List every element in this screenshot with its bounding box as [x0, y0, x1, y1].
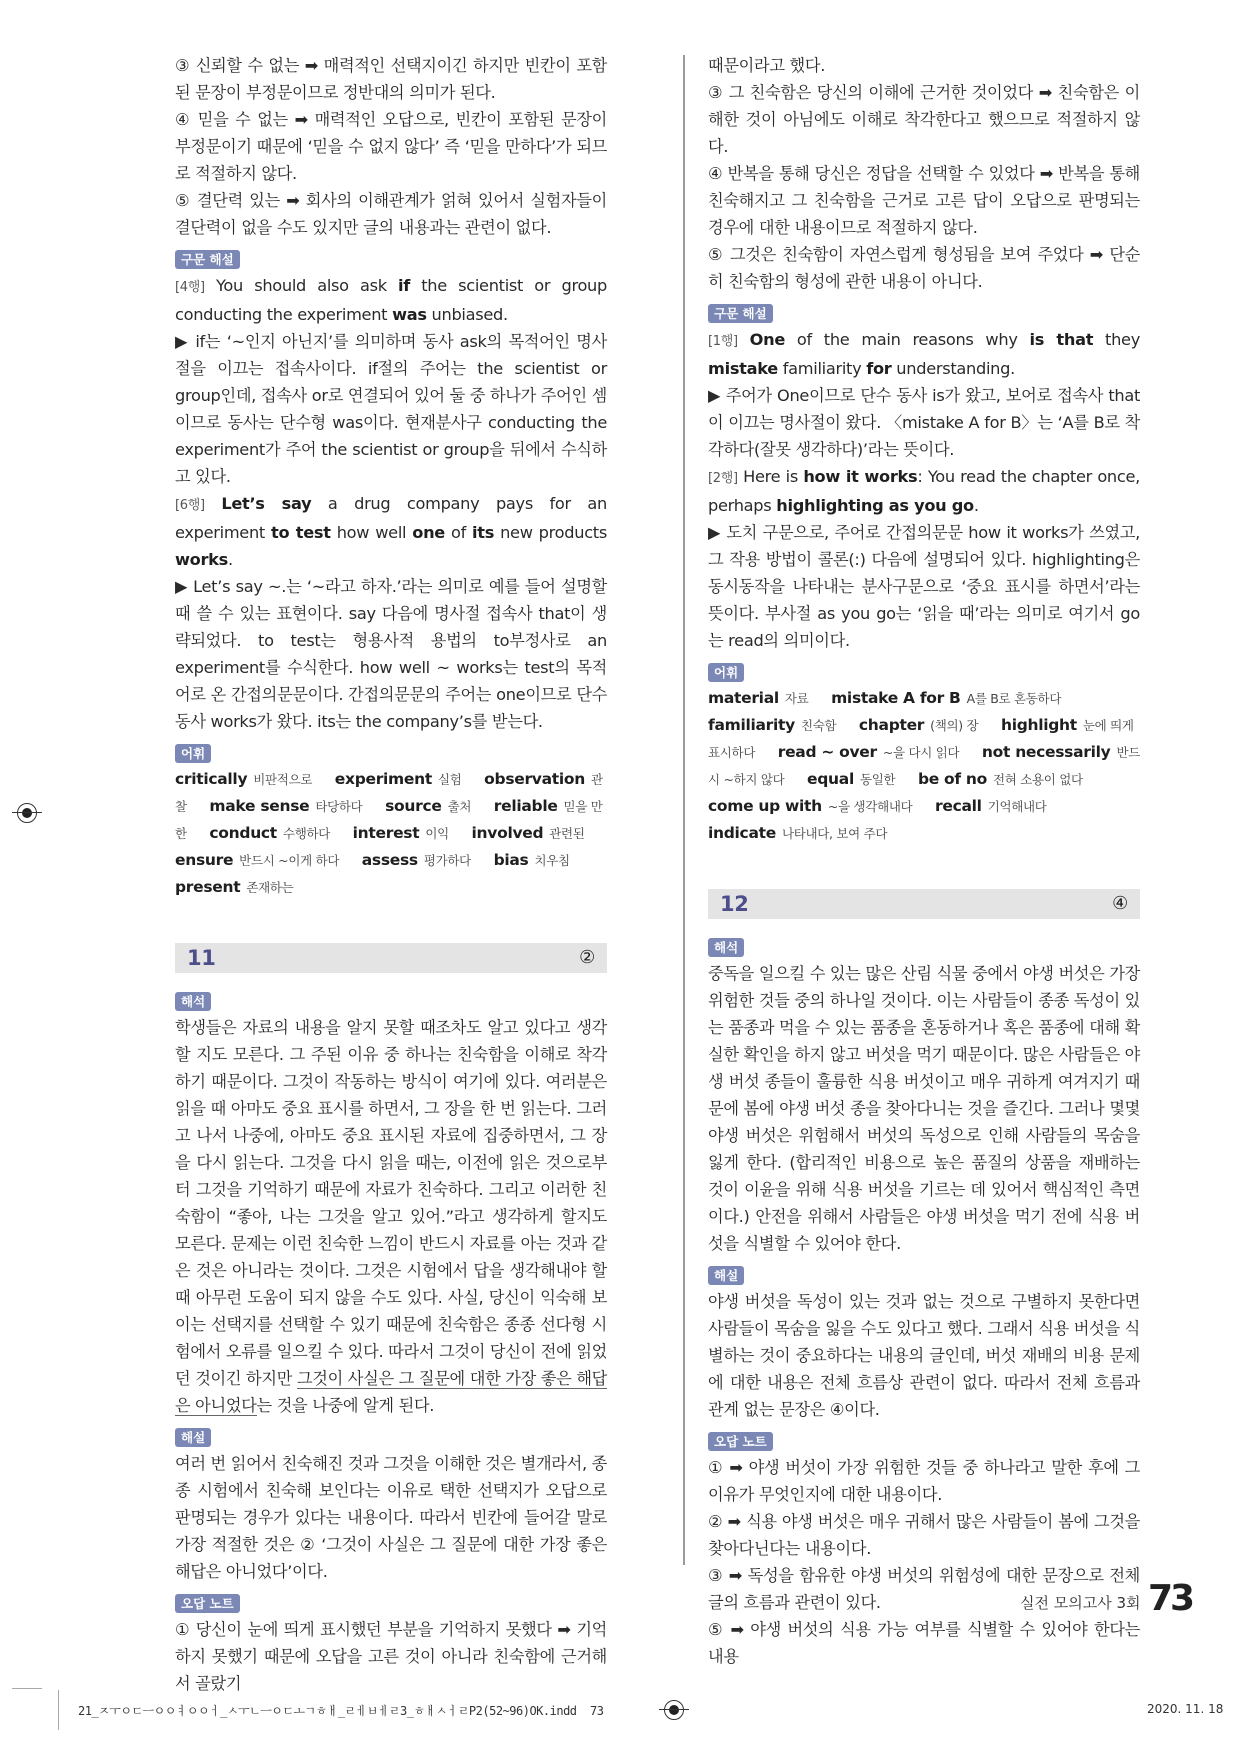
wrong-note-1: ① 당신이 눈에 띄게 표시했던 부분을 기억하지 못했다 ➡ 기억하지 못했기 때문에 오답을 고른 것이 아니라 친숙함에 근거해서 골랐기	[175, 1620, 607, 1693]
page-number: 73	[1148, 1578, 1193, 1619]
question-12-header	[708, 889, 1140, 919]
wrong-note-3: ③ ➡ 독성을 함유한 야생 버섯의 위험성에 대한 문장으로 전체 글의 흐름과 관련이 있다.	[708, 1566, 1140, 1612]
syntax-sentence: [2행] Here is how it works: You read the chapter once, perhaps highlighting as you go.	[708, 467, 1140, 515]
wrong-answer-tag: 오답 노트	[708, 1432, 773, 1451]
syntax-sentence: [4행] You should also ask if the scientist or group conducting the experiment was unbiased.	[175, 276, 607, 324]
section-title: 실전 모의고사 3회	[1020, 1594, 1141, 1612]
vocab-tag: 어휘	[708, 663, 744, 682]
wrong-note-5: ⑤ ➡ 야생 버섯의 식용 가능 여부를 식별할 수 있어야 한다는 내용	[708, 1620, 1140, 1666]
line-ref: [6행]	[175, 498, 205, 513]
wrong-note-5: ⑤ 결단력 있는 ➡ 회사의 이해관계가 얽혀 있어서 실험자들이 결단력이 없을 수도 있지만 글의 내용과는 관련이 없다.	[175, 191, 607, 237]
question-number: 12	[720, 892, 749, 916]
registration-mark-icon	[664, 1700, 684, 1720]
syntax-explanation: ▶ 주어가 One이므로 단수 동사 is가 왔고, 보어로 접속사 that이 이끄는 명사절이 왔다. 〈mistake A for B〉는 ‘A를 B로 착각하다(잘못 생각하다)’라는 뜻이다.	[708, 386, 1140, 459]
translation-text: 중독을 일으킬 수 있는 많은 산림 식물 중에서 야생 버섯은 가장 위험한 것들 중의 하나일 것이다. 이는 사람들이 종종 독성이 있는 품종과 먹을 수 있는 품종을 혼동하거나 혹은 품종에 대해 확실한 확인을 하지 않고 버섯을 먹기 때문이다. 많은 사람들은 야생 버섯 종들이 훌륭한 식용 버섯이고 매우 귀하게 여겨지기 때문에 봄에 야생 버섯 종을 찾아다니는 것을 즐긴다. 그러나 몇몇 야생 버섯은 위험해서 버섯의 독성으로 인해 사람들의 목숨을 잃게 한다. (합리적인 비용으로 높은 품질의 상품을 재배하는 것이 이윤을 위해 식용 버섯을 기르는 데 있어서 핵심적인 측면이다.) 안전을 위해서 사람들은 야생 버섯을 먹기 전에 식용 버섯을 식별할 수 있어야 한다.	[708, 964, 1140, 1253]
slug-rule	[58, 1690, 59, 1730]
explanation-tag: 해설	[175, 1428, 211, 1447]
underlined-answer: 그것이 사실은 그 질문에 대한 가장 좋은 해답은 아니었다	[175, 1369, 607, 1415]
print-slug	[78, 1702, 603, 1719]
syntax-tag: 구문 해설	[175, 250, 240, 269]
question-11-header	[175, 943, 607, 973]
vocab-list: material 자료 mistake A for B A를 B로 혼동하다 familiarity 친숙함 chapter (책의) 장 highlight 눈에 띄게 표시하다 read ~ over ~을 다시 읽다 not necessarily 반드시 ~하지 않다 equal 동일한 be of no 전혀 소용이 없다 come up with ~을 생각해내다 recall 기억해내다 indicate 나타내다, 보여 주다	[708, 689, 1140, 842]
slug-filename: 21_ㅈㅜㅇㄷㅡㅇㅇㅕㅇㅇㅓ_ㅅㅜㄴㅡㅇㄷㅗㄱㅎㅐ_ㄹㅔㅂㅔㄹ3_ㅎㅐㅅㅓㄹP2(52~96)OK.indd	[78, 1704, 577, 1718]
line-ref: [1행]	[708, 334, 738, 349]
syntax-explanation: ▶ if는 ‘~인지 아닌지’를 의미하며 동사 ask의 목적어인 명사절을 이끄는 접속사이다. if절의 주어는 the scientist or group인데, 접속사 or로 연결되어 있어 둘 중 하나가 주어인 셈이므로 동사는 단수형 was이다. 현재분사구 conducting the experiment가 주어 the scientist or group을 뒤에서 수식하고 있다.	[175, 332, 608, 486]
syntax-sentence: [6행] Let’s say a drug company pays for an experiment to test how well one of its new products works.	[175, 494, 607, 569]
slug-page: 73	[589, 1704, 604, 1718]
wrong-note-4: ④ 반복을 통해 당신은 정답을 선택할 수 있었다 ➡ 반복을 통해 친숙해지고 그 친숙함을 근거로 고른 답이 오답으로 판명되는 경우에 대한 내용이므로 적절하지 않다.	[708, 164, 1140, 237]
wrong-note-3: ③ 그 친숙함은 당신의 이해에 근거한 것이었다 ➡ 친숙함은 이해한 것이 아님에도 이해로 착각한다고 했으므로 적절하지 않다.	[708, 83, 1140, 156]
translation-text: 학생들은 자료의 내용을 알지 못할 때조차도 알고 있다고 생각할 지도 모른다. 그 주된 이유 중 하나는 친숙함을 이해로 착각하기 때문이다. 그것이 작동하는 방식이 여기에 있다. 여러분은 읽을 때 아마도 중요 표시를 하면서, 그 장을 한 번 읽는다. 그러고 나서 나중에, 아마도 중요 표시된 자료에 집중하면서, 그 장을 다시 읽는다. 그것을 다시 읽을 때는, 이전에 읽은 것으로부터 그것을 기억하기 때문에 자료가 친숙하다. 그리고 이러한 친숙함이 “좋아, 나는 그것을 알고 있어.”라고 생각하게 할지도 모른다. 문제는 이런 친숙한 느낌이 반드시 자료를 아는 것과 같은 것은 아니라는 것이다. 그것은 시험에서 답을 생각해내야 할 때 아무런 도움이 되지 않을 수도 있다. 사실, 당신이 익숙해 보이는 선택지를 선택할 수 있기 때문에 친숙함은 종종 선다형 시험에서 오류를 일으킬 수 있다. 따라서 그것이 당신이 전에 읽었던 것이긴 하지만 그것이 사실은 그 질문에 대한 가장 좋은 해답은 아니었다는 것을 나중에 알게 된다.	[175, 1018, 607, 1415]
wrong-note-cont: 때문이라고 했다.	[708, 56, 826, 75]
column-divider	[683, 55, 685, 1565]
line-ref: [2행]	[708, 471, 738, 486]
translation-tag: 해석	[175, 992, 211, 1011]
print-date: 2020. 11. 18	[1147, 1702, 1224, 1716]
syntax-explanation: ▶ Let’s say ~.는 ‘~라고 하자.’라는 의미로 예를 들어 설명할 때 쓸 수 있는 표현이다. say 다음에 명사절 접속사 that이 생략되었다. to test는 형용사적 용법의 to부정사로 an experiment를 수식한다. how well ~ works는 test의 목적어로 온 간접의문문이다. 간접의문문의 주어는 one이므로 단수 동사 works가 왔다. its는 the company’s를 받는다.	[175, 577, 607, 731]
wrong-note-2: ② ➡ 식용 야생 버섯은 매우 귀해서 많은 사람들이 봄에 그것을 찾아다닌다는 내용이다.	[708, 1512, 1140, 1558]
syntax-sentence: [1행] One of the main reasons why is that they mistake familiarity for understanding.	[708, 330, 1140, 378]
question-number: 11	[187, 946, 216, 970]
syntax-explanation: ▶ 도치 구문으로, 주어로 간접의문문 how it works가 쓰였고, 그 작용 방법이 콜론(:) 다음에 설명되어 있다. highlighting은 동시동작을 나타내는 분사구문으로 ‘중요 표시를 하면서’라는 뜻이다. 부사절 as you go는 ‘읽을 때’라는 의미로 여기서 go는 read의 의미이다.	[708, 523, 1140, 650]
wrong-answer-tag: 오답 노트	[175, 1594, 240, 1613]
explanation-tag: 해설	[708, 1266, 744, 1285]
syntax-tag: 구문 해설	[708, 304, 773, 323]
wrong-note-4: ④ 믿을 수 없는 ➡ 매력적인 오답으로, 빈칸이 포함된 문장이 부정문이기 때문에 ‘믿을 수 없지 않다’ 즉 ‘믿을 만하다’가 되므로 적절하지 않다.	[175, 110, 607, 183]
right-column	[708, 52, 1140, 1670]
registration-mark-icon	[17, 803, 37, 823]
answer-badge: ④	[1112, 893, 1128, 914]
vocab-list: critically 비판적으로 experiment 실험 observation 관찰 make sense 타당하다 source 출처 reliable 믿을 만한 conduct 수행하다 interest 이익 involved 관련된 ensure 반드시 ~이게 하다 assess 평가하다 bias 치우침 present 존재하는	[175, 770, 603, 896]
explanation-text: 여러 번 읽어서 친숙해진 것과 그것을 이해한 것은 별개라서, 종종 시험에서 친숙해 보인다는 이유로 택한 선택지가 오답으로 판명되는 경우가 있다는 내용이다. 따라서 빈칸에 들어갈 말로 가장 적절한 것은 ② ‘그것이 사실은 그 질문에 대한 가장 좋은 해답은 아니었다’이다.	[175, 1454, 607, 1581]
wrong-note-5: ⑤ 그것은 친숙함이 자연스럽게 형성됨을 보여 주었다 ➡ 단순히 친숙함의 형성에 관한 내용이 아니다.	[708, 245, 1140, 291]
line-ref: [4행]	[175, 280, 205, 295]
translation-tag: 해석	[708, 938, 744, 957]
wrong-note-1: ① ➡ 야생 버섯이 가장 위험한 것들 중 하나라고 말한 후에 그 이유가 무엇인지에 대한 내용이다.	[708, 1458, 1140, 1504]
crop-mark	[12, 1688, 42, 1689]
left-column	[175, 52, 607, 1697]
answer-badge: ②	[579, 947, 595, 968]
explanation-text: 야생 버섯을 독성이 있는 것과 없는 것으로 구별하지 못한다면 사람들이 목숨을 잃을 수도 있다고 했다. 그래서 식용 버섯을 식별하는 것이 중요하다는 내용의 글인데, 버섯 재배의 비용 문제에 대한 내용은 전체 흐름상 관련이 없다. 따라서 전체 흐름과 관계 없는 문장은 ④이다.	[708, 1292, 1140, 1419]
vocab-tag: 어휘	[175, 744, 211, 763]
wrong-note-3: ③ 신뢰할 수 없는 ➡ 매력적인 선택지이긴 하지만 빈칸이 포함된 문장이 부정문이므로 정반대의 의미가 된다.	[175, 56, 607, 102]
